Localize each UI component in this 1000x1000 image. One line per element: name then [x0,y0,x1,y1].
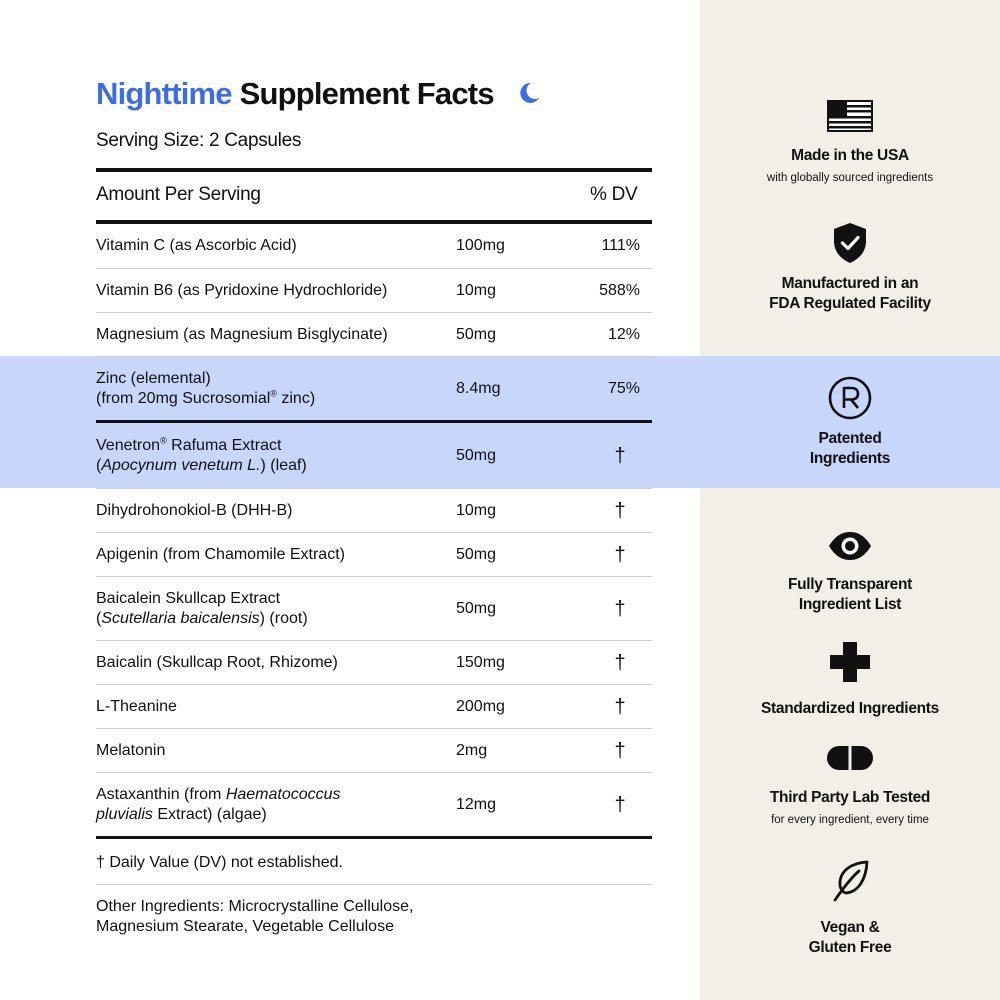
dagger-mark: † [614,739,626,762]
ingredient-amount: 10mg [456,501,497,519]
footnote: † Daily Value (DV) not established. [96,854,343,871]
badge-label: Manufactured in an FDA Regulated Facility [769,275,931,312]
badge-label: Vegan & Gluten Free [808,919,892,956]
ingredient-amount: 200mg [456,697,505,715]
badge-standardized [700,642,1000,719]
dagger-mark: † [614,695,626,718]
leaf-icon [830,860,870,902]
table-row [96,577,652,640]
ingredient-name: L-Theanine [96,697,177,715]
other-ingredients: Other Ingredients: Microcrystalline Cellulose, Magnesium Stearate, Vegetable Cellulose [96,898,414,935]
ingredient-dv: 588% [599,281,640,299]
dagger-mark: † [614,444,626,467]
ingredient-amount: 150mg [456,653,505,671]
badge-made-in-usa [700,100,1000,186]
ingredient-amount: 8.4mg [456,379,501,397]
table-row [96,685,652,728]
badge-vegan [700,860,1000,958]
dagger-mark: † [614,597,626,620]
ingredient-name: Dihydrohonokiol-B (DHH-B) [96,501,293,519]
badge-transparent [700,530,1000,615]
badge-label: Fully Transparent Ingredient List [787,576,913,613]
footnote-divider [96,884,652,885]
ingredient-amount: 50mg [456,599,497,617]
table-row [96,269,652,312]
badge-sub: for every ingredient, every time [771,814,929,826]
ingredient-dv: 12% [607,325,640,343]
ingredient-amount: 50mg [456,545,497,563]
ingredient-amount: 50mg [456,446,497,464]
page-title [96,76,494,112]
moon-icon [520,82,540,104]
ingredient-name: Vitamin C (as Ascorbic Acid) [96,237,297,254]
badge-label: Standardized Ingredients [761,700,939,717]
badge-sub: with globally sourced ingredients [766,172,934,184]
ingredient-name: Vitamin B6 (as Pyridoxine Hydrochloride) [96,281,388,299]
badge-label: Third Party Lab Tested [769,789,931,806]
table-row [96,773,652,836]
serving-size: Serving Size: 2 Capsules [96,130,302,151]
table-row [96,533,652,576]
table-row [96,423,652,488]
ingredient-amount: 12mg [456,795,497,813]
badge-patented [700,376,1000,469]
us-flag-icon [827,100,873,132]
ingredient-name: Apigenin (from Chamomile Extract) [96,545,345,563]
shield-check-icon [832,222,868,264]
table-bottom-rule [96,836,652,839]
registered-mark: ® [270,388,277,399]
ingredient-name: Baicalein Skullcap Extract (Scutellaria baicalensis) (root) [96,589,308,627]
ingredient-amount: 100mg [456,237,505,254]
table-top-rule [96,168,652,172]
registered-mark: ® [160,435,167,446]
badge-label: Patented Ingredients [809,430,891,467]
table-row [96,357,652,420]
ingredient-name: Magnesium (as Magnesium Bisglycinate) [96,325,388,343]
table-row [96,224,652,268]
ingredient-name: Zinc (elemental) (from 20mg Sucrosomial® zinc) [96,369,316,407]
table-row [96,313,652,356]
table-row [96,641,652,684]
ingredient-dv: 75% [607,379,640,397]
table-row [96,489,652,532]
ingredient-name: Baicalin (Skullcap Root, Rhizome) [96,653,338,671]
ingredient-amount: 10mg [456,281,497,299]
header-amount: Amount Per Serving [96,184,261,205]
ingredient-amount: 50mg [456,325,497,343]
eye-icon [827,530,873,562]
badge-fda-facility [700,222,1000,314]
ingredient-name: Astaxanthin (from Haematococcus pluvialis Extract) (algae) [96,785,341,823]
title-accent: Nighttime [96,76,232,111]
title-rest: Supplement Facts [239,76,494,111]
table-row [96,729,652,772]
badge-lab-tested [700,746,1000,828]
dagger-mark: † [614,651,626,674]
capsule-icon [827,746,873,770]
registered-icon [828,376,872,420]
ingredient-amount: 2mg [456,741,488,759]
ingredient-name: Venetron® Rafuma Extract (Apocynum venetum L.) (leaf) [96,435,307,474]
badge-label: Made in the USA [791,147,909,164]
ingredient-name: Melatonin [96,741,166,759]
header-dv: % DV [590,184,638,205]
plus-icon [830,642,870,682]
dagger-mark: † [614,499,626,522]
dagger-mark: † [614,793,626,816]
dagger-mark: † [614,543,626,566]
ingredient-dv: 111% [601,237,640,254]
